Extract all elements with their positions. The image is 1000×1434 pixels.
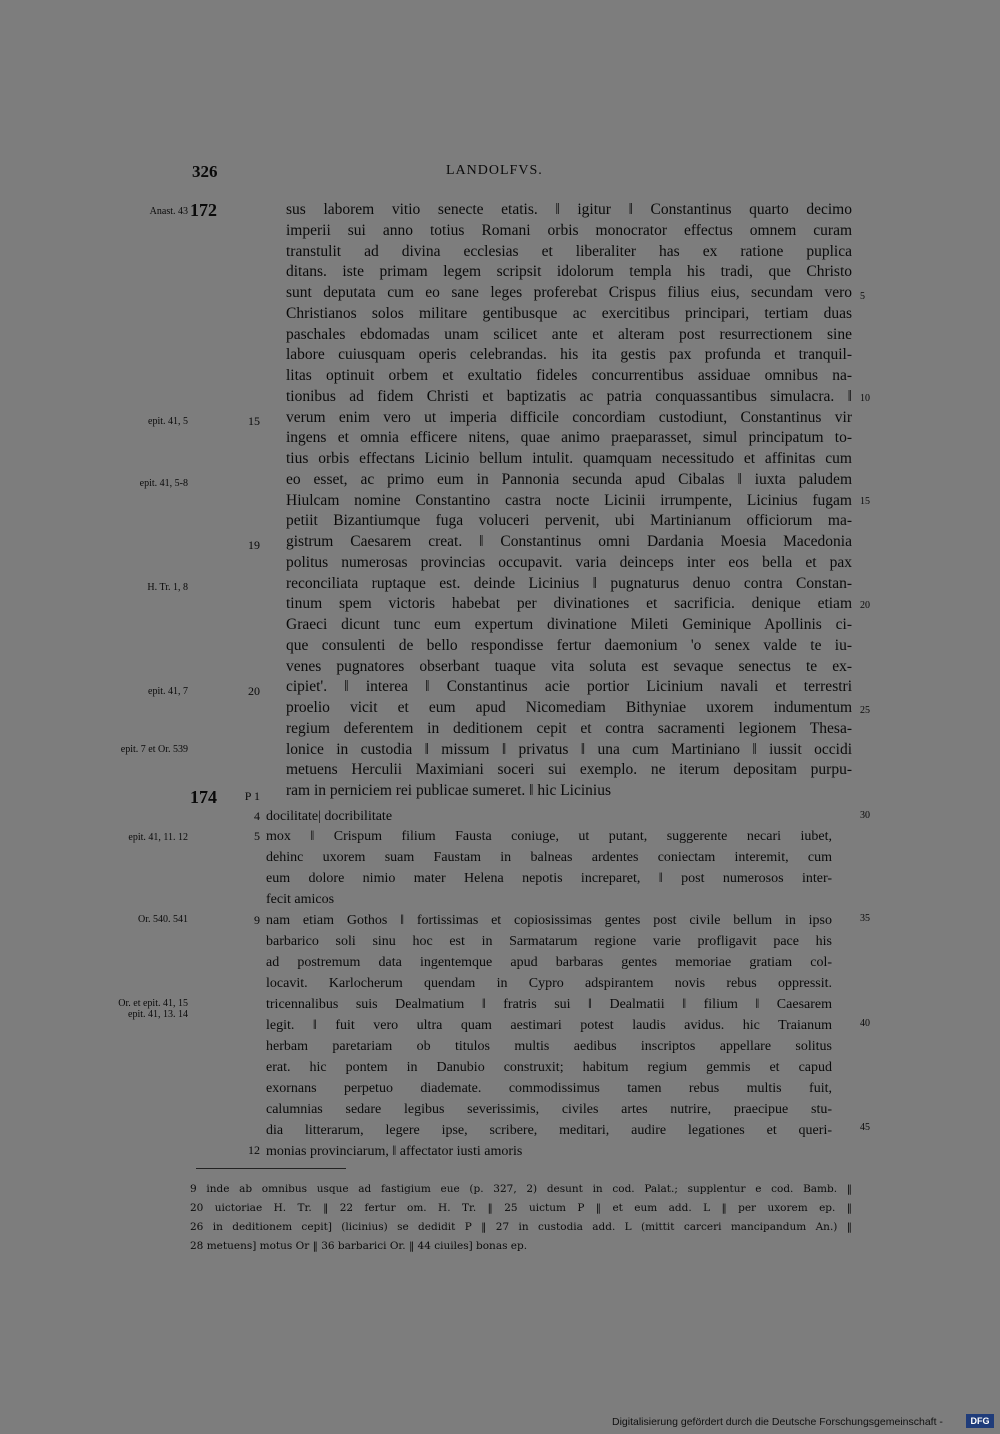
text-block-crispus (266, 826, 832, 910)
margin-reference: epit. 41, 11. 12 (128, 832, 188, 843)
text-line: legit. ‖ fuit vero ultra quam aestimari potest laudis avidus. hic Traianum (266, 1018, 832, 1033)
line-number: 5 (860, 291, 865, 302)
text-line: que consulenti de bello respondisse fertur daemonium 'o senex valde te iu- (286, 636, 852, 654)
source-line-number: 4 (254, 809, 260, 823)
section-number: 172 (190, 200, 217, 220)
footnote-rule (196, 1168, 346, 1169)
margin-reference: epit. 41, 5-8 (139, 478, 188, 489)
text-line: regium deferentem in deditionem cepit et contra sacramenti legionem Thesa- (286, 719, 852, 737)
line-number: 15 (860, 496, 870, 507)
running-title: LANDOLFVS. (446, 163, 543, 178)
text-line: mox ‖ Crispum filium Fausta coniuge, ut putant, suggerente necari iubet, (266, 829, 832, 844)
dfg-logo: DFG (966, 1414, 994, 1428)
text-line: cipiet'. ‖ interea ‖ Constantinus acie portior Licinium navali et terrestri (286, 678, 852, 696)
text-line: exornans perpetuo diademate. commodissimus tamen rebus multis fuit, (266, 1081, 832, 1096)
text-line: Hiulcam nomine Constantino castra nocte Licinii irrumpente, Licinius fugam (286, 491, 852, 509)
line-number: 20 (860, 600, 870, 611)
margin-reference: epit. 41, 7 (148, 686, 188, 697)
text-line: Graeci dicunt tunc eum expertum divinatione Mileti Geminique Apollinis ci- (286, 616, 852, 633)
text-line: dia litterarum, legere ipse, scribere, meditari, audire legationes et queri- (266, 1123, 832, 1138)
text-line: Christianos solos militare gentibusque ac exercitibus principari, tertiam duas (286, 304, 852, 322)
text-line: sunt deputata cum eo sane leges proferebat Crispus filius eius, secundam vero (286, 284, 852, 301)
line-number: 45 (860, 1122, 870, 1133)
text-line: nam etiam Gothos ‖ fortissimas et copiosissimas gentes post civile bellum in ipso (266, 913, 832, 928)
variant-reading (266, 806, 832, 827)
source-line-number: 9 (254, 913, 260, 927)
text-line: labore cuiusquam operis celebrandas. his ita gestis pax profunda et tranquil- (286, 346, 852, 364)
text-line: eum dolore nimio mater Helena nepotis increparet, ‖ post numerosos inter- (266, 871, 832, 886)
funding-note: Digitalisierung gefördert durch die Deutsche Forschungsgemeinschaft - (612, 1416, 943, 1428)
footnote-line: 20 uictoriae H. Tr. ‖ 22 fertur om. H. Tr. ‖ 25 uictum P ‖ et eum add. L ‖ per uxorem ep. ‖ (190, 1202, 852, 1214)
margin-reference: Or. et epit. 41, 15 epit. 41, 13. 14 (118, 998, 188, 1020)
text-line: venes pugnatores obserbant tuaque vita soluta est sevaque senectus te ex- (286, 657, 852, 675)
text-line: tius orbis effectans Licinio bellum intulit. quamquam necessitudo et affinitas cum (286, 450, 852, 467)
text-line: ram in perniciem rei publicae sumeret. ‖ hic Licinius (286, 782, 612, 799)
section-number: 174 (190, 787, 217, 807)
text-line: eo esset, ac primo eum in Pannonia secunda apud Cibalas ‖ iuxta paludem (286, 470, 852, 488)
source-line-number: 12 (248, 1143, 260, 1157)
text-line: imperii sui anno totius Romani orbis monocrator effectus omnem curam (286, 221, 852, 239)
line-number: 35 (860, 913, 870, 924)
line-number: 10 (860, 393, 870, 404)
text-line: locavit. Karlocherum quendam in Cypro adspirantem novis rebus oppressit. (266, 976, 832, 991)
text-line: ingens et omnia efficere nitens, quae animo praeparasset, simul principatum to- (286, 429, 852, 447)
text-line: tinum spem victoris habebat per divinationes et sacrificia. denique etiam (286, 595, 852, 613)
text-line: transtulit ad divina ecclesias et liberaliter has ex ratione puplica (286, 242, 852, 260)
text-line: verum enim vero ut imperia difficile concordiam custodiunt, Constantinus vir (286, 408, 852, 426)
text-line: proelio vicit et eum apud Nicomediam Bithyniae uxorem indumentum (286, 699, 852, 716)
source-line-number: 15 (248, 414, 260, 428)
margin-reference: epit. 7 et Or. 539 (120, 744, 188, 755)
text-line: tionibus ad fidem Christi et baptizatis ac patria conquassantibus simulacra. ‖ (286, 387, 852, 405)
text-line: reconciliata ruptaque est. deinde Licinius ‖ pugnaturus denuo contra Constan- (286, 574, 852, 592)
footnote-line: 26 in deditionem cepit] (licinius) se dedidit P ‖ 27 in custodia add. L (mittit carceri mancipandum An.) ‖ (190, 1221, 852, 1233)
line-number: 30 (860, 810, 870, 821)
text-line: lonice in custodia ‖ missum ‖ privatus ‖ una cum Martiniano ‖ iussit occidi (286, 740, 852, 758)
text-line: litas optinuit orbem et exultatio fideles concurrentibus assiduae omnibus na- (286, 367, 852, 384)
margin-reference: epit. 41, 5 (148, 416, 188, 427)
text-line: ad postremum data ingentemque apud barbaras gentes memoriae gratiam col- (266, 955, 832, 970)
main-text-block (286, 200, 852, 802)
text-line: fecit amicos (266, 892, 335, 907)
text-line: erat. hic pontem in Danubio construxit; habitum regium gemmis et capud (266, 1060, 832, 1075)
line-number: 40 (860, 1018, 870, 1029)
footnote-line: 9 inde ab omnibus usque ad fastigium eue (p. 327, 2) desunt in cod. Palat.; supplentur e cod. Bamb. ‖ (190, 1183, 852, 1195)
source-line-number: 20 (248, 684, 260, 698)
text-line: herbam paretariam ob titulos multis aedibus inscriptos appellare solitus (266, 1039, 832, 1054)
margin-reference: Or. 540. 541 (138, 914, 188, 925)
text-line: calumnias sedare legibus severissimis, civiles artes nutrire, praecipue stu- (266, 1102, 832, 1117)
critical-apparatus (190, 1180, 852, 1256)
text-line: ditans. iste primam legem scripsit idolorum templa his tradi, que Christo (286, 263, 852, 281)
margin-reference: H. Tr. 1, 8 (147, 582, 188, 593)
text-line: paschales ebdomadas unam scilicet ante et alteram post resurrectionem sine (286, 325, 852, 343)
page-number: 326 (192, 162, 218, 181)
text-line: dehinc uxorem suam Faustam in balneas ardentes coniectam interemit, cum (266, 850, 832, 865)
source-line-number: 5 (254, 829, 260, 843)
text-line: metuens Herculii Maximiani soceri sui exemplo. ne iterum depositam purpu- (286, 761, 852, 779)
footnote-line: 28 metuens] motus Or ‖ 36 barbarici Or. ‖ 44 ciuiles] bonas ep. (190, 1240, 528, 1252)
text-line: politus numerosas provincias occupavit. varia deinceps inter eos bella et pax (286, 553, 852, 571)
text-line: barbarico soli sinu hoc est in Sarmatarum regione varie profligavit pace his (266, 934, 832, 949)
source-line-number: P 1 (244, 789, 260, 803)
text-line: docilitate| docribilitate (266, 809, 393, 824)
line-number: 25 (860, 705, 870, 716)
text-line: sus laborem vitio senecte etatis. ‖ igitur ‖ Constantinus quarto decimo (286, 201, 852, 218)
text-line: tricennalibus suis Dealmatium ‖ fratris sui ‖ Dealmatii ‖ filium ‖ Caesarem (266, 997, 832, 1012)
margin-reference: Anast. 43 (149, 206, 188, 217)
text-block-gothos (266, 910, 832, 1162)
text-line: gistrum Caesarem creat. ‖ Constantinus omni Dardania Moesia Macedonia (286, 533, 852, 550)
text-line: monias provinciarum, ‖ affectator iusti amoris (266, 1144, 523, 1159)
text-line: petiit Bizantiumque fuga voluceri pervenit, ubi Martinianum officiorum ma- (286, 512, 852, 530)
source-line-number: 19 (248, 538, 260, 552)
